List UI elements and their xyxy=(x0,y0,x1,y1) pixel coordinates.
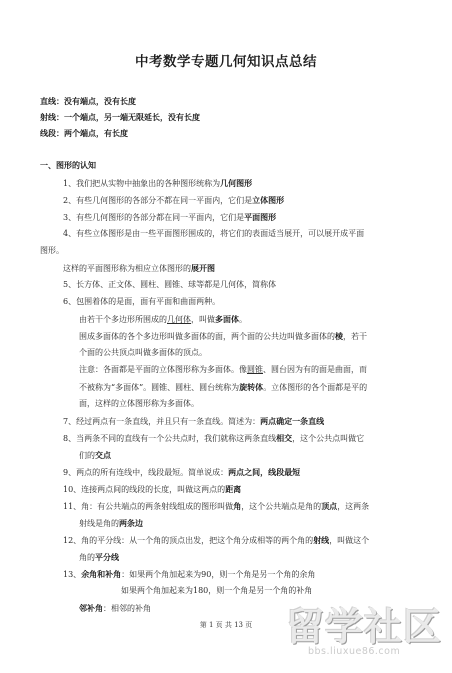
list-item: 4、有些立体图形是由一些平面图形围成的，将它们的表面适当展开，可以展开成平面 xyxy=(63,229,365,238)
item-text: 7、经过两点有一条直线，并且只有一条直线。简述为： xyxy=(63,417,261,426)
list-item-continuation xyxy=(79,450,111,461)
list-item-continuation xyxy=(79,518,143,529)
list-item-continuation xyxy=(79,314,247,325)
definition-label: 射线： xyxy=(40,112,64,122)
item-text: 们的 xyxy=(79,451,95,460)
list-item xyxy=(63,535,369,546)
item-term: 立体图形 xyxy=(252,195,285,205)
list-item xyxy=(63,195,284,206)
list-item-continuation: 面，这样的立体图形称为多面体。 xyxy=(79,399,199,408)
item-text: 8、当两条不同的直线有一个公共点时，我们就称这两条直线 xyxy=(63,434,277,443)
list-item xyxy=(63,467,300,478)
list-item: 6、包围着体的是面，面有平面和曲面两种。 xyxy=(63,297,221,306)
list-item-continuation xyxy=(79,365,367,375)
item-term: 余角和补角 xyxy=(81,569,122,579)
item-text: ：如果两个角加起来为90，则一个角是另一个角的余角 xyxy=(121,570,316,579)
list-item: 5、长方体、正文体、圆柱、圆锥、球等都是几何体，简称体 xyxy=(63,280,277,289)
definition-line xyxy=(40,128,128,139)
item-text: ，若干 xyxy=(343,332,367,341)
item-text: 注意：各面都是平面的立体图形称为多面体。像 xyxy=(79,365,247,374)
page-footer: 第 1 页 共 13 页 xyxy=(199,621,253,629)
item-text: 这样的平面图形称为相应立体图形的 xyxy=(63,264,191,273)
list-item xyxy=(63,433,364,444)
item-term: 距离 xyxy=(225,484,242,494)
list-item-continuation: 图形。 xyxy=(40,246,64,255)
definition-text: 没有端点，没有长度 xyxy=(64,96,136,106)
item-text: 11、角：有公共端点的两条射线组成的图形叫做 xyxy=(63,502,234,511)
item-term: 顶点 xyxy=(321,501,338,511)
watermark-text: 留学社区 xyxy=(286,605,443,649)
item-term: 棱 xyxy=(335,331,343,341)
definition-text: 两个端点，有长度 xyxy=(64,128,128,138)
list-item-continuation xyxy=(79,552,119,563)
item-text: 由若干个多边形所围成的 xyxy=(79,315,167,324)
definition-label: 直线： xyxy=(40,96,64,106)
item-term: 交点 xyxy=(95,450,111,460)
definition-label: 线段： xyxy=(40,128,64,138)
item-text: 13、 xyxy=(63,570,82,579)
definition-line xyxy=(40,112,200,123)
item-term: 平分线 xyxy=(95,552,119,562)
list-item-continuation xyxy=(63,263,215,274)
item-text: 角的 xyxy=(79,553,95,562)
page-title: 中考数学专题几何知识点总结 xyxy=(135,54,317,70)
definition-text: 一个端点，另一端无限延长，没有长度 xyxy=(64,112,200,122)
item-text: ，这个公共端点是角的 xyxy=(241,502,322,511)
item-text: 。 xyxy=(239,315,247,324)
item-text: 10、连接两点间的线段的长度，叫做这两点的 xyxy=(63,485,226,494)
item-text: ，叫做 xyxy=(191,315,215,324)
list-item xyxy=(63,178,252,189)
item-text: 围成多面体的各个多边形叫做多面体的面，两个面的公共边叫做多面体的 xyxy=(79,332,335,341)
list-item-continuation: 个面的公共顶点叫做多面体的顶点。 xyxy=(79,348,207,357)
watermark-logo xyxy=(282,596,442,668)
item-term: 展开图 xyxy=(191,263,215,273)
item-text: 9、两点的所有连线中，线段最短。简单说成： xyxy=(63,468,229,477)
item-term: 平面图形 xyxy=(244,212,277,222)
item-term: 几何图形 xyxy=(220,178,253,188)
item-text: 12、角的平分线：从一个角的顶点出发，把这个角分成相等的两个角的 xyxy=(63,536,314,545)
list-item-continuation xyxy=(79,382,367,393)
item-term: 多面体 xyxy=(215,314,239,324)
item-term-underlined: 几何体 xyxy=(167,315,191,324)
item-term: 两点确定一条直线 xyxy=(260,416,325,426)
list-item xyxy=(63,212,276,223)
item-term: 邻补角 xyxy=(79,603,103,613)
list-item xyxy=(63,501,369,512)
item-term: 射线 xyxy=(313,535,330,545)
list-item-continuation: 如果两个角加起来为180，则一个角是另一个角的补角 xyxy=(121,586,313,595)
definition-line xyxy=(40,96,136,107)
item-text: 。立体图形的各个面都是平的 xyxy=(263,383,368,392)
item-text: 射线是角的 xyxy=(79,519,119,528)
item-text: 、圆台因为有的面是曲面，而 xyxy=(263,365,367,374)
list-item xyxy=(63,484,241,495)
item-term: 两条边 xyxy=(119,518,143,528)
item-text: 3、有些几何图形的各部分都在同一平面内，它们是 xyxy=(63,213,245,222)
item-text: 2、有些几何图形的各部分不都在同一平面内，它们是 xyxy=(63,196,253,205)
item-text: ：相邻的补角 xyxy=(103,604,151,613)
list-item-continuation xyxy=(79,331,367,342)
item-term: 相交 xyxy=(276,433,293,443)
list-item-continuation xyxy=(79,603,151,614)
item-text: 1、我们把从实物中抽象出的各种图形统称为 xyxy=(63,179,221,188)
item-term: 两点之间，线段最短 xyxy=(228,467,301,477)
list-item xyxy=(63,416,324,427)
watermark-url: bbs.liuxue86.com xyxy=(308,646,401,657)
item-text: ，这个公共点叫做它 xyxy=(292,434,365,443)
section-heading: 一、图形的认知 xyxy=(40,160,96,170)
item-term: 旋转体 xyxy=(239,382,264,392)
item-text: ，这两条 xyxy=(337,502,370,511)
item-text: ，叫做这个 xyxy=(329,536,370,545)
list-item xyxy=(63,569,315,580)
item-term-underlined: 圆锥 xyxy=(247,365,263,374)
item-text: 不被称为“多面体”。圆锥、圆柱、圆台统称为 xyxy=(79,383,240,392)
item-term: 角 xyxy=(233,501,242,511)
